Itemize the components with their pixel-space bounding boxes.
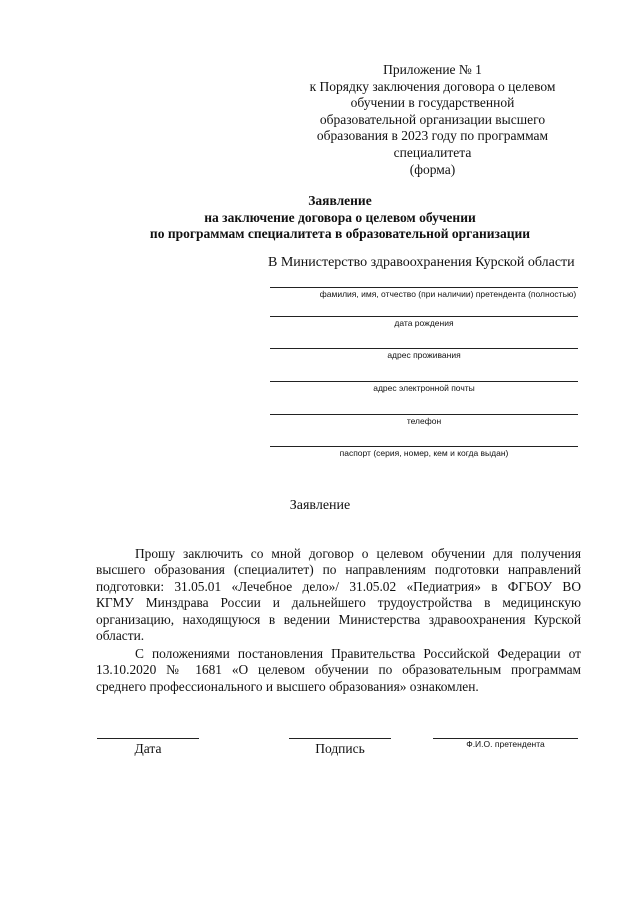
field-line — [270, 381, 578, 382]
field-caption: телефон — [406, 416, 442, 426]
appendix-text-line: специалитета — [393, 144, 472, 160]
signature-label: Подпись — [315, 741, 365, 756]
appendix-text-line: к Порядку заключения договора о целевом — [309, 78, 556, 94]
paragraph-line: среднего профессионального и высшего образования» ознакомлен. — [96, 678, 479, 694]
statement-heading: Заявление — [289, 498, 351, 513]
field-caption: адрес электронной почты — [373, 383, 475, 393]
appendix-header — [300, 62, 565, 178]
field-phone[interactable] — [270, 414, 578, 426]
paragraph-line: С положениями постановления Правительства Российской Федерации от — [135, 646, 581, 661]
field-birth-date[interactable] — [270, 316, 578, 328]
title-line: на заключение договора о целевом обучении — [204, 209, 476, 225]
paragraph-line: КГМУ Минздрава России и дальнейшего трудоустройства в медицинскую — [96, 595, 581, 611]
field-passport[interactable] — [270, 446, 578, 458]
title-line: Заявление — [308, 193, 372, 208]
applicant-name-label: Ф.И.О. претендента — [466, 739, 545, 749]
request-paragraph — [96, 546, 581, 644]
field-caption: паспорт (серия, номер, кем и когда выдан) — [339, 448, 509, 458]
field-address[interactable] — [270, 348, 578, 360]
field-caption: дата рождения — [394, 318, 454, 328]
paragraph-line: подготовки: 31.05.01 «Лечебное дело»/ 31.05.02 «Педиатрия» в ФГБОУ ВО — [96, 578, 581, 594]
field-line — [270, 446, 578, 447]
paragraph-line: 13.10.2020 № 1681 «О целевом обучении по образовательным программам — [96, 662, 581, 678]
paragraph-line: организацию, находящуюся в ведении Министерства здравоохранения Курской — [96, 611, 581, 627]
appendix-text-line: образования в 2023 году по программам — [316, 128, 549, 144]
paragraph-line: Прошу заключить со мной договор о целевом обучении для получения — [135, 546, 581, 561]
field-email[interactable] — [270, 381, 578, 393]
addressee: В Министерство здравоохранения Курской области — [268, 255, 575, 270]
date-label: Дата — [134, 741, 162, 756]
field-caption: адрес проживания — [387, 350, 461, 360]
field-line — [270, 316, 578, 317]
signature-field[interactable] — [289, 738, 391, 757]
acknowledgement-paragraph — [96, 646, 581, 695]
appendix-number: Приложение № 1 — [383, 62, 482, 77]
title-line: по программам специалитета в образовательной организации — [149, 226, 531, 241]
signature-line — [97, 738, 199, 739]
field-line — [270, 414, 578, 415]
paragraph-line: высшего образования (специалитет) по направлениям подготовки направлений — [96, 562, 581, 578]
date-field[interactable] — [97, 738, 199, 757]
field-line — [270, 348, 578, 349]
paragraph-line: области. — [96, 628, 145, 644]
field-full-name[interactable] — [270, 287, 578, 299]
document-title — [100, 193, 580, 243]
field-caption: фамилия, имя, отчество (при наличии) претендента (полностью) — [319, 289, 577, 299]
applicant-name-field[interactable] — [433, 738, 578, 749]
appendix-form-note: (форма) — [409, 161, 456, 177]
appendix-text-line: образовательной организации высшего — [319, 111, 546, 127]
signature-line — [289, 738, 391, 739]
field-line — [270, 287, 578, 288]
appendix-text-line: обучении в государственной — [350, 95, 515, 111]
